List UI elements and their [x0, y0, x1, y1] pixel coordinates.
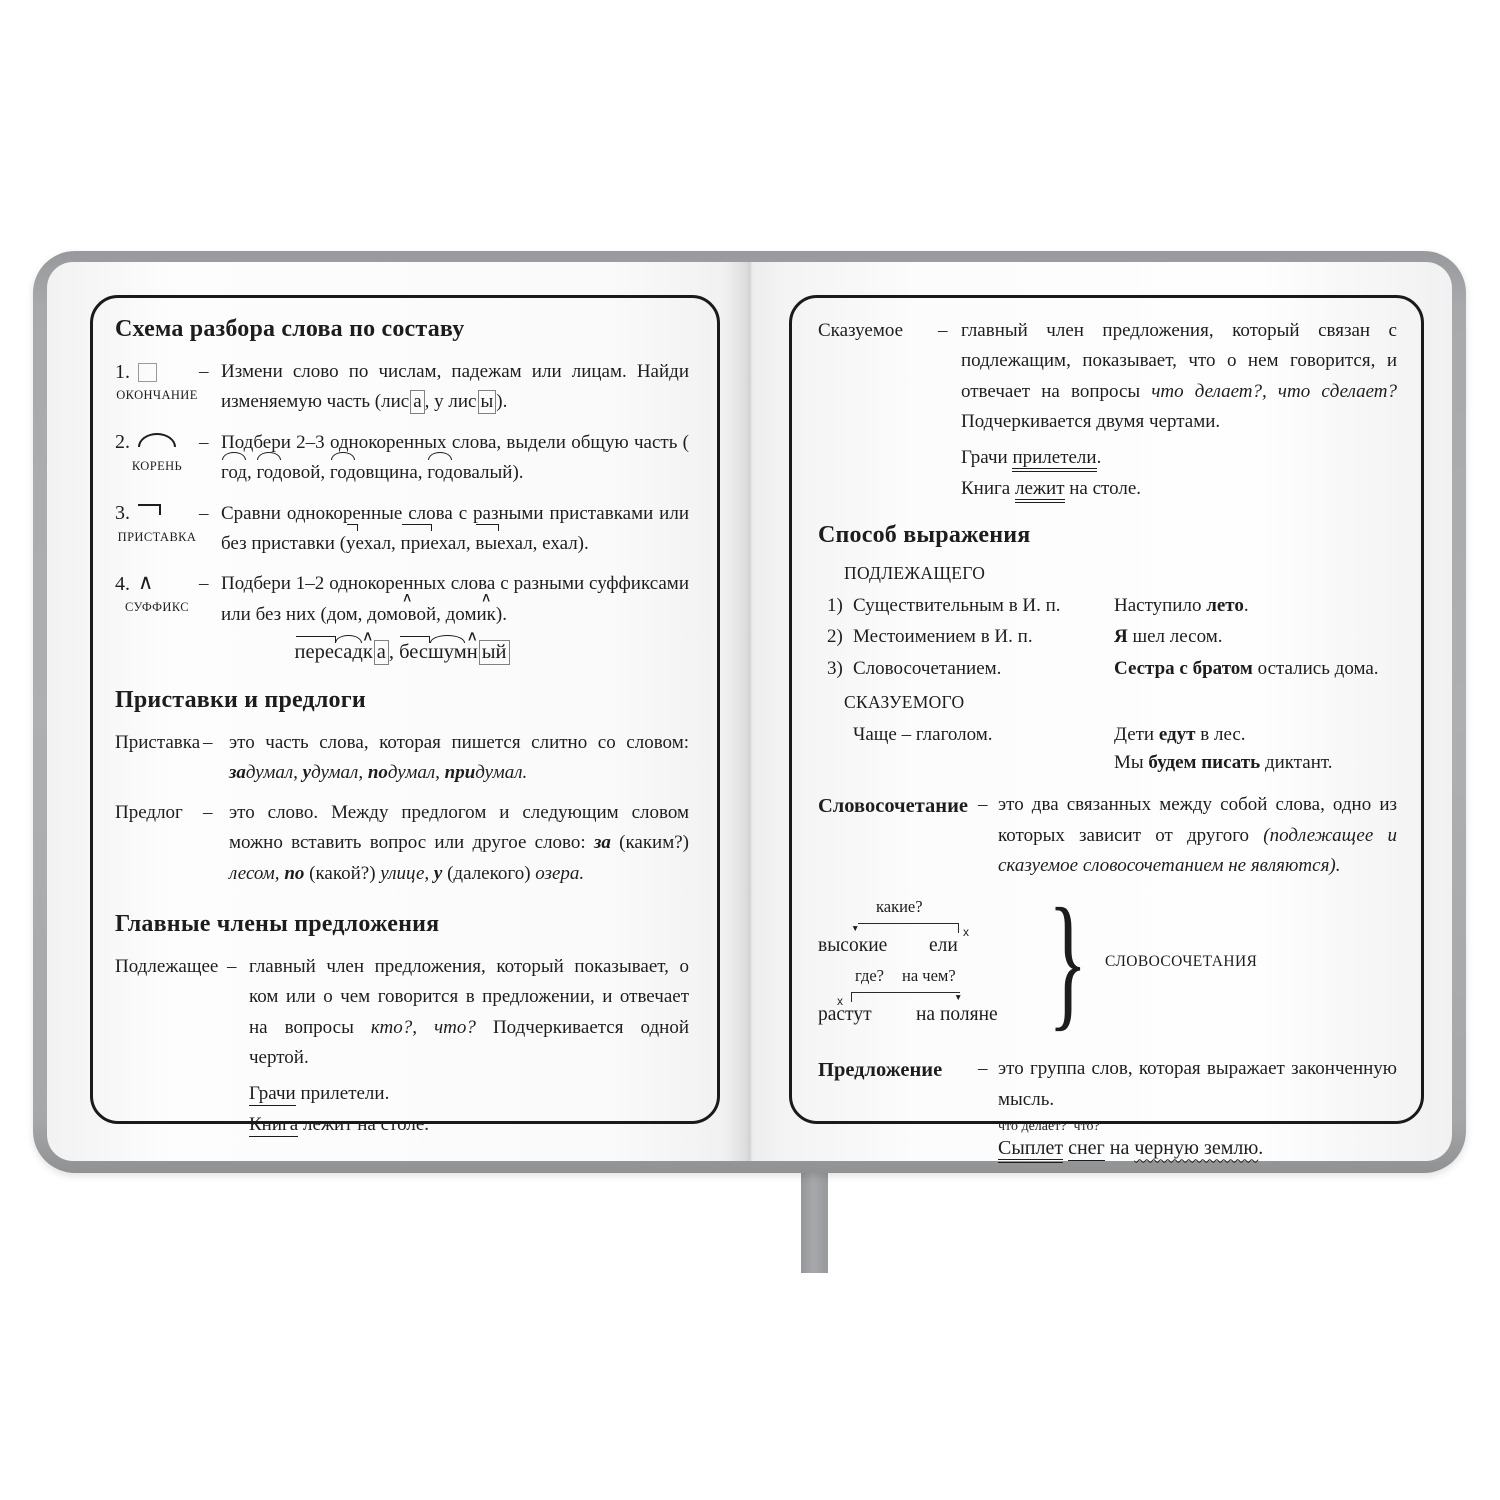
brace-label: СЛОВОСОЧЕТАНИЯ: [1105, 953, 1258, 971]
dash: –: [978, 1058, 988, 1080]
text-segment: на: [1104, 1137, 1135, 1160]
dash: –: [199, 573, 209, 595]
text-segment: сад: [333, 641, 363, 664]
text-segment: овалый).: [453, 462, 524, 484]
term: Предлог: [115, 801, 183, 823]
row-example: [1114, 592, 1397, 620]
expression-row: [827, 721, 1397, 776]
right-page-content: [792, 298, 1421, 1160]
text-segment: .: [1096, 446, 1102, 468]
diagram-word: ели: [929, 935, 958, 957]
dash: –: [938, 320, 948, 341]
text-segment: при: [401, 529, 431, 559]
right-page-frame: [789, 295, 1424, 1160]
diagram-word: высокие: [818, 935, 888, 957]
left-page-content: [93, 298, 717, 1135]
row-example: [1114, 655, 1397, 683]
text-segment: пере: [294, 641, 334, 664]
symbol-cell: [115, 569, 199, 615]
suffix-caret-icon: [138, 572, 153, 593]
text-segment: ∧ к: [363, 641, 373, 664]
term: Подлежащее: [115, 956, 219, 978]
row-number: 1): [827, 594, 843, 616]
text-segment: ехал, ехал).: [497, 532, 589, 554]
text-segment: у: [433, 862, 443, 884]
diagram-question: где?: [855, 966, 884, 986]
definition-text: [961, 316, 1397, 438]
definition-subject: [115, 952, 689, 1074]
text-segment: ).: [496, 391, 508, 413]
dash: –: [199, 361, 209, 382]
definition-sentence: [818, 1054, 1397, 1115]
text-segment: кто?, что?: [370, 1016, 476, 1038]
sentence-question-hint: что делает? что?: [998, 1119, 1100, 1135]
dash: –: [203, 801, 213, 823]
item-number: 4.: [115, 572, 130, 595]
dash: –: [978, 794, 988, 816]
text-segment: бес: [399, 641, 429, 664]
item-label: ПРИСТАВКА: [117, 529, 197, 544]
text-segment: ы: [478, 390, 497, 413]
text-segment: , у лис: [424, 391, 477, 413]
sentence-example: [998, 1137, 1397, 1160]
text-segment: (какой?): [304, 862, 381, 884]
text-segment: шум: [428, 641, 467, 664]
text-segment: думал,: [245, 762, 298, 784]
item-label: СУФФИКС: [124, 600, 190, 615]
term: Приставка: [115, 732, 201, 754]
expression-row: [827, 623, 1397, 651]
row-left: Местоимением в И. п.: [853, 626, 1033, 648]
prefixes-heading: Приставки и предлоги: [115, 687, 366, 714]
text-segment: Подбери 2–3 однокоренных слова, выдели общую часть (: [221, 431, 689, 453]
text-segment: снег: [1068, 1137, 1105, 1160]
item-text: [221, 569, 689, 630]
text-segment: при: [444, 762, 476, 784]
text-segment: у: [346, 529, 356, 559]
diagram-word: на поляне: [916, 1004, 998, 1026]
ending-box-icon: [138, 363, 157, 382]
text-segment: озера.: [535, 862, 585, 884]
item-text: [221, 499, 689, 560]
text-segment: .: [1243, 594, 1249, 616]
text-segment: вы: [475, 529, 497, 559]
example-line: [1114, 721, 1397, 749]
text-segment: что делает?, что сделает?: [1151, 380, 1397, 402]
text-segment: Подчеркивается двумя чертами.: [961, 411, 1221, 433]
text-segment: Дети: [1114, 724, 1159, 746]
morph-item-root: [115, 428, 689, 489]
symbol-cell: [115, 428, 199, 474]
text-segment: за: [593, 832, 611, 854]
text-segment: главный член предложения, который связан с подлежащим, показывает, что о нем говорится, и отвечает на вопросы: [961, 320, 1397, 402]
text-segment: остались дома.: [1252, 657, 1379, 679]
text-segment: черную землю: [1134, 1137, 1259, 1160]
text-segment: за: [229, 762, 246, 784]
text-segment: ,: [388, 641, 400, 664]
text-segment: это часть слова, которая пишется слитно со словом:: [229, 732, 689, 754]
text-segment: год: [256, 458, 282, 488]
definition-text: [229, 728, 689, 789]
row-number: 2): [827, 626, 843, 648]
definition-phrase: [818, 790, 1397, 881]
item-text: [221, 428, 689, 489]
text-segment: это слово. Между предлогом и следующим словом можно вставить вопрос или другое слово:: [229, 801, 689, 854]
spine-shadow: [721, 262, 777, 1161]
definition-text: [998, 790, 1397, 881]
text-segment: ,: [246, 462, 257, 484]
text-segment: едут: [1158, 724, 1196, 746]
text-segment: лесом,: [229, 862, 280, 884]
row-left: Словосочетанием.: [853, 657, 1002, 679]
text-segment: Книга: [249, 1113, 299, 1135]
text-segment: ∧ ик: [476, 600, 495, 630]
text-segment: улице,: [380, 862, 430, 884]
text-segment: .: [1258, 1137, 1264, 1160]
text-segment: думал.: [475, 762, 528, 784]
definition-text: [249, 952, 689, 1074]
term: Сказуемое: [818, 320, 904, 341]
item-label: ОКОНЧАНИЕ: [116, 388, 198, 402]
text-segment: шел лесом.: [1127, 626, 1223, 648]
text-segment: думал,: [387, 762, 440, 784]
root-arc-icon: [138, 433, 176, 447]
text-segment: год: [427, 458, 453, 488]
text-segment: в лес.: [1195, 724, 1246, 746]
text-segment: по: [284, 862, 305, 884]
morph-item-suffix: [115, 569, 689, 630]
text-segment: Сравни однокоренные слова с разными приставками или без приставки (: [221, 502, 689, 554]
definition-preposition: [115, 798, 689, 889]
dash: –: [199, 431, 209, 453]
head-word-mark: x: [963, 925, 969, 940]
text-segment: Подчеркивается одной чертой.: [249, 1016, 689, 1069]
definition-text: [998, 1054, 1397, 1115]
text-segment: Подбери 1–2 однокоренных слова с разными суффиксами или без них (дом, дом: [221, 573, 689, 625]
dependency-line: [851, 992, 960, 1002]
text-segment: лежит: [1015, 478, 1065, 503]
text-segment: будем писать: [1148, 751, 1261, 773]
text-segment: у: [302, 762, 312, 784]
row-example: [1114, 721, 1397, 776]
dash: –: [227, 956, 237, 978]
symbol-cell: [115, 499, 199, 545]
left-page-title: Схема разбора слова по составу: [115, 316, 465, 342]
expression-list: [827, 592, 1397, 683]
text-segment: (далекого): [442, 862, 536, 884]
text-segment: ехал,: [430, 532, 476, 554]
head-word-mark: x: [837, 994, 843, 1009]
text-segment: Наступило: [1114, 594, 1207, 616]
text-segment: овщина,: [355, 462, 428, 484]
arrow-down-icon: [954, 984, 962, 1006]
definition-prefix: [115, 728, 689, 789]
text-segment: ой, дом: [416, 603, 477, 625]
term: Словосочетание: [818, 795, 968, 818]
bookmark-ribbon: [801, 1160, 828, 1273]
text-segment: год: [330, 458, 356, 488]
row-left: Существительным в И. п.: [853, 594, 1061, 616]
row-number: 3): [827, 657, 843, 679]
example-line: [1114, 749, 1397, 777]
text-segment: лежит на столе.: [298, 1113, 430, 1135]
morph-parsed-words: [115, 640, 689, 665]
text-segment: а: [374, 640, 389, 665]
term: Предложение: [818, 1059, 943, 1082]
text-segment: это два связанных между собой слова, одно из которых зависит от другого: [998, 794, 1397, 846]
predicate-expression: [827, 721, 1397, 776]
diagram-question: какие?: [876, 897, 923, 917]
dependency-line: [858, 923, 959, 933]
curly-brace-icon: [1048, 885, 1088, 1045]
text-segment: Мы: [1114, 751, 1149, 773]
morph-item-ending: [115, 357, 689, 418]
phrase-diagram: [818, 893, 1397, 1040]
text-segment: ).: [495, 603, 507, 625]
definition-text: [229, 798, 689, 889]
text-segment: Грачи: [961, 446, 1013, 468]
text-segment: Я: [1114, 626, 1128, 648]
text-segment: это группа слов, которая выражает законченную мысль.: [998, 1058, 1397, 1110]
definition-predicate: [818, 316, 1397, 438]
subject-example: [249, 1114, 689, 1136]
text-segment: Грачи: [249, 1082, 296, 1104]
text-segment: год: [221, 458, 247, 488]
text-segment: Измени слово по числам, падежам или лицам. Найди изменяемую часть (лис: [221, 361, 689, 413]
row-example: [1114, 623, 1397, 651]
dash: –: [203, 732, 213, 754]
subject-example: [249, 1083, 689, 1105]
expression-row: [827, 655, 1397, 683]
expression-row: [827, 592, 1397, 620]
diagram-word: растут: [818, 1004, 872, 1026]
text-segment: главный член предложения, который показывает, о ком или о чем говорится в предложении, и отвечает на вопросы: [249, 956, 689, 1038]
text-segment: Сыплет: [998, 1137, 1063, 1163]
item-number: 1.: [115, 360, 130, 383]
item-number: 2.: [115, 431, 130, 454]
subject-subheading: ПОДЛЕЖАЩЕГО: [844, 562, 986, 583]
text-segment: Сестра с братом: [1114, 657, 1253, 679]
main-members-heading: Главные члены предложения: [115, 911, 440, 938]
text-segment: ый: [479, 640, 510, 665]
text-segment: думал,: [311, 762, 364, 784]
text-segment: (каким?): [610, 832, 690, 854]
prefix-mark-icon: [138, 504, 161, 515]
left-page-frame: [90, 295, 720, 1135]
predicate-subheading: СКАЗУЕМОГО: [844, 692, 965, 713]
expression-heading: Способ выражения: [818, 521, 1031, 548]
morph-item-prefix: [115, 499, 689, 560]
text-segment: лето: [1206, 594, 1244, 616]
symbol-cell: [115, 357, 199, 403]
item-number: 3.: [115, 502, 130, 525]
text-segment: Книга: [961, 477, 1015, 499]
text-segment: (подлежащее и сказуемое словосочетанием не являются).: [998, 824, 1397, 877]
text-segment: ∧ н: [467, 641, 478, 664]
predicate-example: [961, 447, 1397, 469]
dash: –: [199, 502, 209, 524]
text-segment: ∧ ов: [398, 600, 416, 630]
text-segment: прилетели.: [295, 1082, 390, 1104]
text-segment: а: [410, 390, 424, 413]
predicate-example: [961, 478, 1397, 500]
text-segment: прилетели: [1012, 447, 1096, 472]
item-label: КОРЕНЬ: [131, 458, 183, 473]
text-segment: по: [367, 762, 388, 784]
text-segment: диктант.: [1260, 751, 1333, 773]
text-segment: овой,: [282, 462, 330, 484]
row-number: [827, 721, 853, 776]
text-segment: ехал,: [355, 532, 401, 554]
text-segment: на столе.: [1064, 477, 1142, 499]
item-text: [221, 357, 689, 418]
diagram-question: на чем?: [902, 966, 956, 986]
row-left: Чаще – глаголом.: [853, 724, 993, 746]
